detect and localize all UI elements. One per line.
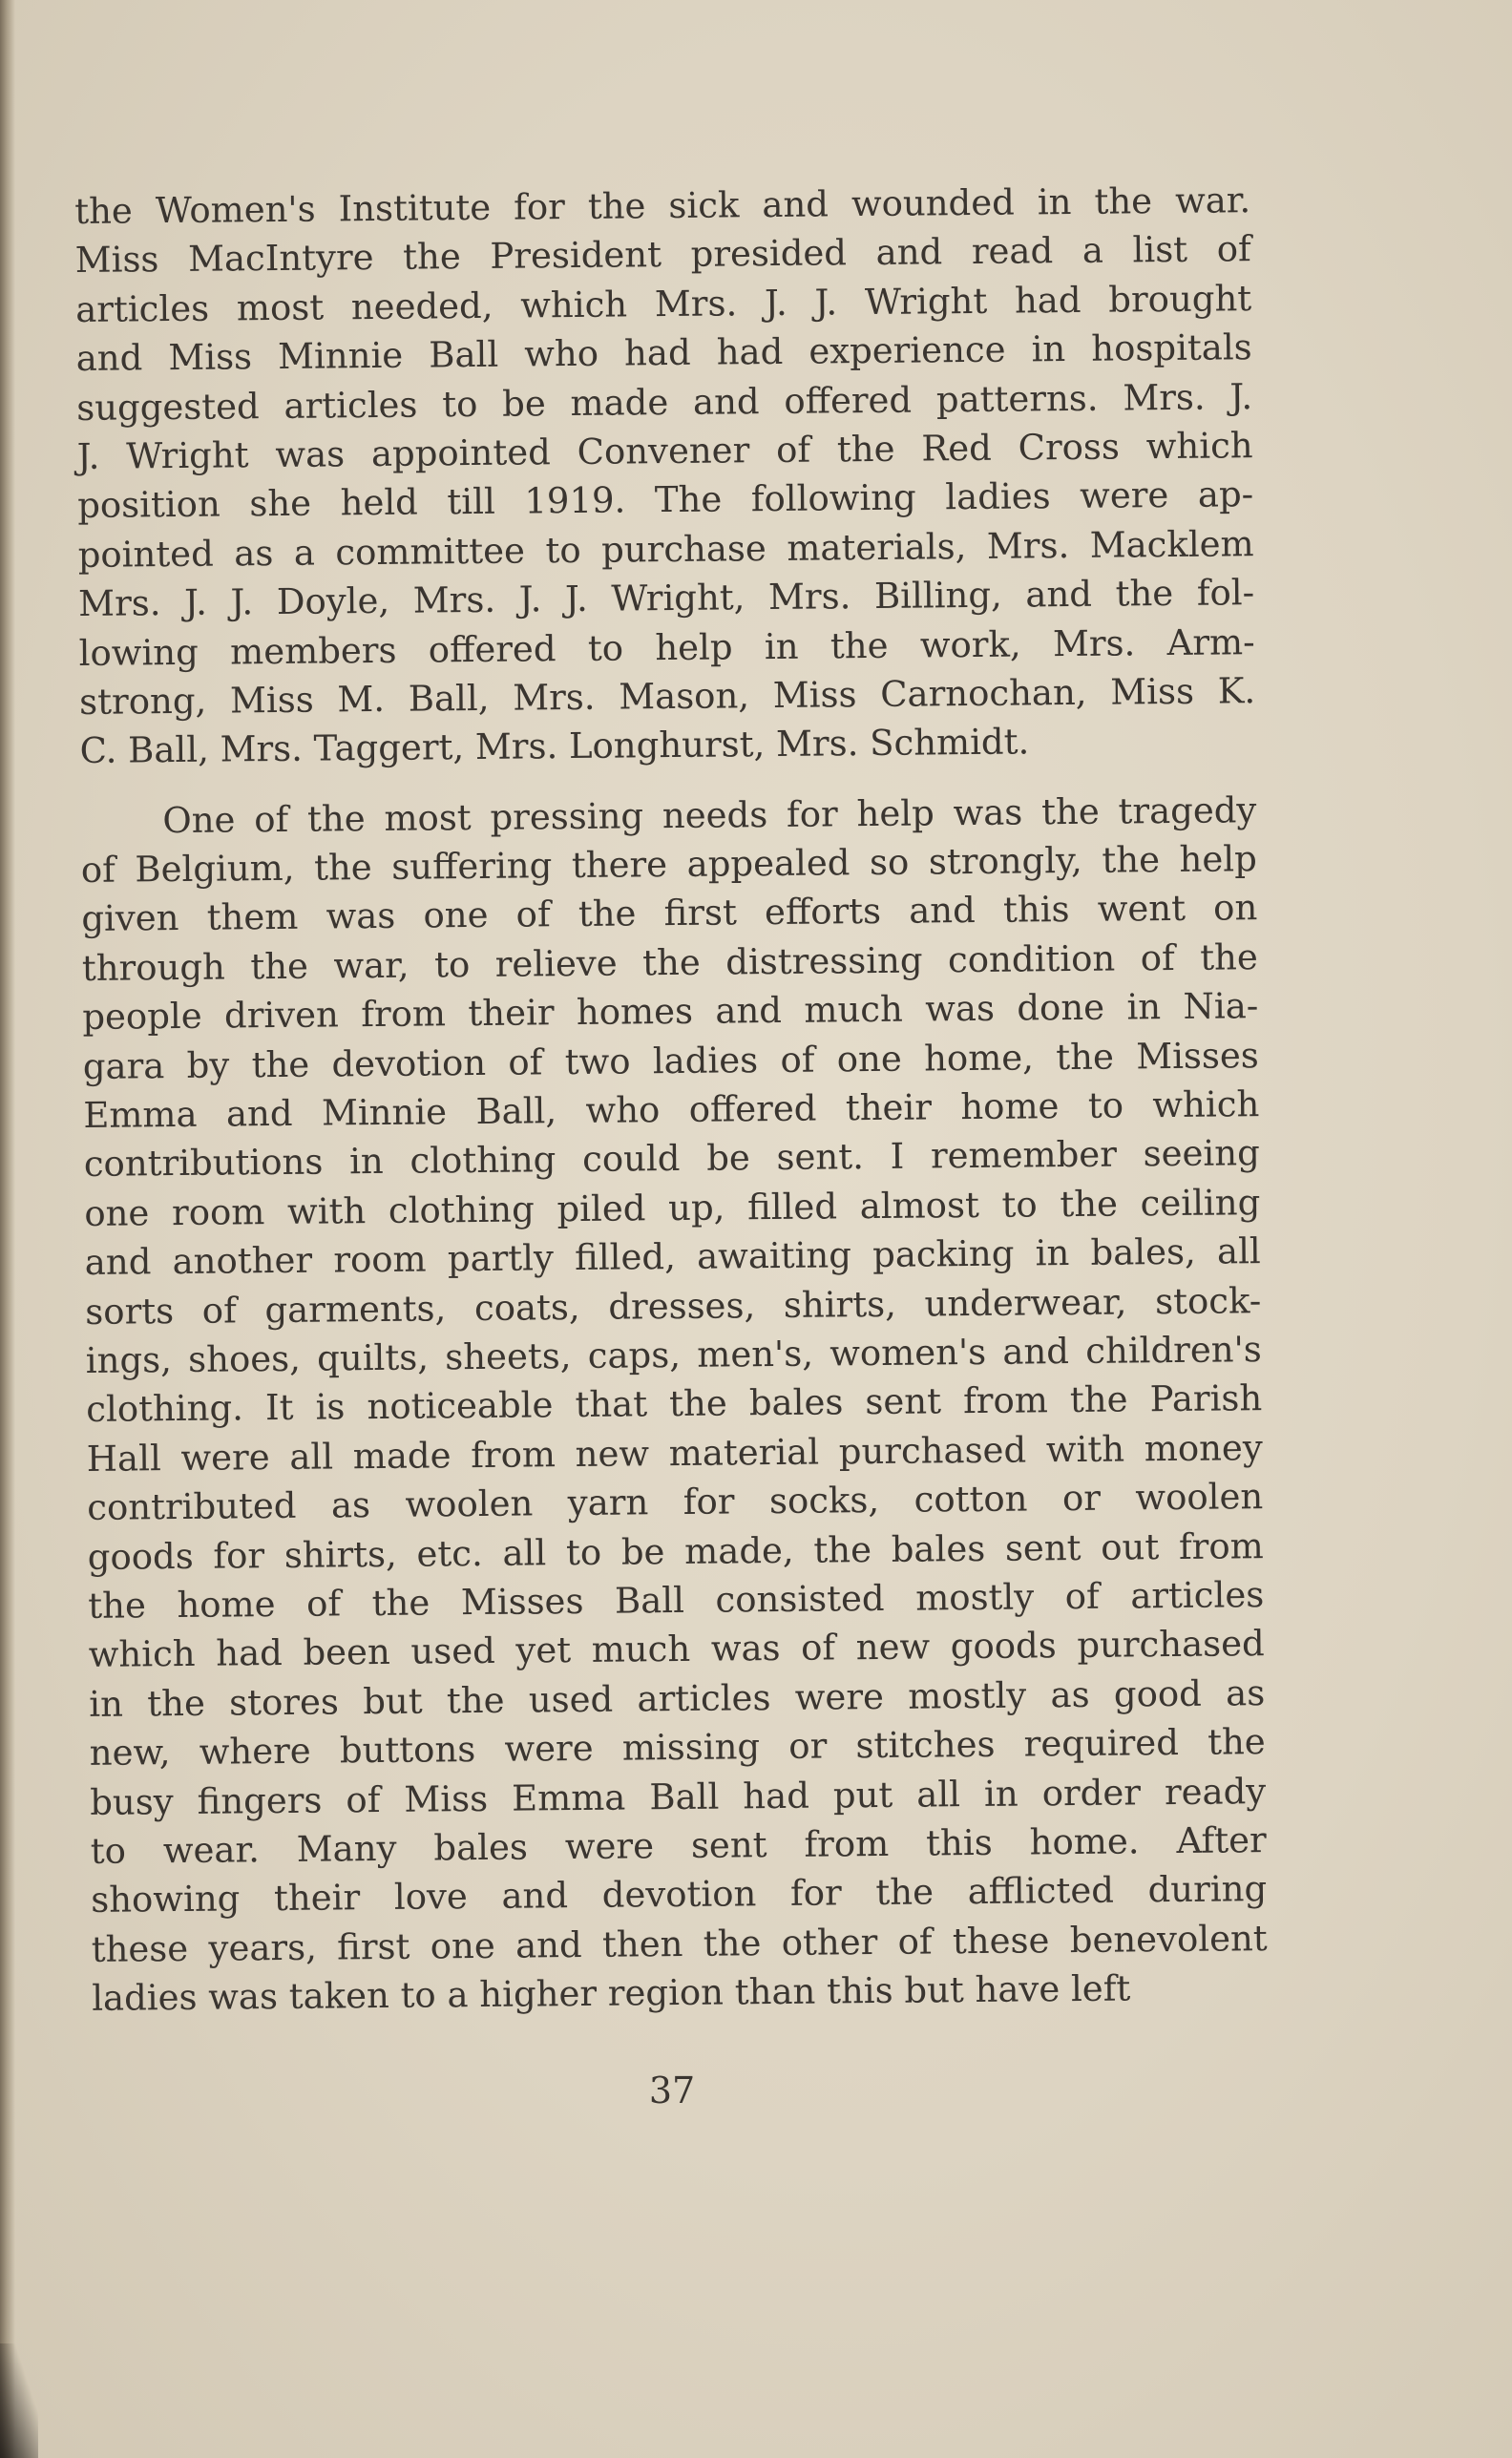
page-number: 37	[648, 2069, 696, 2111]
text-line: C. Ball, Mrs. Taggert, Mrs. Longhurst, Mrs. Schmidt.	[79, 721, 1030, 772]
text-line: of Belgium, the suffering there appealed so strongly, the help	[80, 838, 1258, 892]
text-line: sorts of garments, coats, dresses, shirts, underwear, stock-	[85, 1279, 1262, 1333]
text-line: Hall were all made from new material purchased with money	[86, 1426, 1263, 1480]
text-line: contributed as woolen yarn for socks, cotton or woolen	[87, 1476, 1264, 1529]
text-line: contributions in clothing could be sent. I remember seeing	[83, 1132, 1260, 1186]
text-line: lowing members offered to help in the work, Mrs. Arm-	[78, 620, 1255, 674]
text-line: suggested articles to be made and offered patterns. Mrs. J.	[76, 375, 1253, 429]
text-line: the Women's Institute for the sick and wounded in the war.	[74, 179, 1251, 232]
book-spine-shadow	[0, 0, 15, 2458]
text-line: Mrs. J. J. Doyle, Mrs. J. J. Wright, Mrs. Billing, and the fol-	[77, 572, 1255, 625]
text-line: which had been used yet much was of new goods purchased	[88, 1623, 1265, 1676]
text-line: articles most needed, which Mrs. J. J. Wright had brought	[75, 277, 1252, 330]
text-line: J. Wright was appointed Convener of the Red Cross which	[76, 425, 1253, 477]
text-line: busy fingers of Miss Emma Ball had put all in order ready	[90, 1770, 1267, 1823]
text-line: to wear. Many bales were sent from this home. After	[90, 1818, 1267, 1872]
text-line: ings, shoes, quilts, sheets, caps, men's, women's and children's	[85, 1329, 1262, 1381]
page-body-text	[74, 176, 1268, 2023]
text-line: people driven from their homes and much was done in Nia-	[82, 985, 1259, 1039]
text-line: ladies was taken to a higher region than this but have left	[92, 1967, 1131, 2019]
text-line: Emma and Minnie Ball, who offered their home to which	[83, 1083, 1260, 1136]
text-line: and Miss Minnie Ball who had had experience in hospitals	[75, 326, 1252, 380]
text-line: these years, first one and then the other of these benevolent	[91, 1917, 1268, 1970]
text-line: showing their love and devotion for the afflicted during	[91, 1868, 1268, 1922]
text-line: One of the most pressing needs for help was the tragedy	[162, 788, 1257, 841]
text-line: new, where buttons were missing or stitches required the	[89, 1721, 1266, 1775]
text-line: given them was one of the first efforts and this went on	[81, 887, 1258, 940]
text-line: clothing. It is noticeable that the bales sent from the Parish	[86, 1377, 1263, 1431]
text-line: position she held till 1919. The following ladies were ap-	[76, 473, 1254, 527]
paragraph	[80, 786, 1268, 2024]
text-line: through the war, to relieve the distressing condition of the	[81, 935, 1259, 989]
text-line: and another room partly filled, awaiting packing in bales, all	[84, 1230, 1261, 1284]
text-line: one room with clothing piled up, filled almost to the ceiling	[84, 1181, 1261, 1234]
text-line: pointed as a committee to purchase materials, Mrs. Macklem	[77, 522, 1254, 576]
text-line: goods for shirts, etc. all to be made, the bales sent out from	[87, 1524, 1264, 1578]
book-corner-shadow	[0, 2343, 38, 2458]
text-line: gara by the devotion of two ladies of one home, the Misses	[82, 1034, 1259, 1087]
text-line: Miss MacIntyre the President presided and read a list of	[74, 228, 1251, 282]
text-line: in the stores but the used articles were mostly as good as	[89, 1671, 1266, 1725]
text-line: strong, Miss M. Ball, Mrs. Mason, Miss Carnochan, Miss K.	[78, 670, 1256, 723]
text-line: the home of the Misses Ball consisted mostly of articles	[88, 1574, 1265, 1627]
paragraph	[74, 176, 1256, 775]
